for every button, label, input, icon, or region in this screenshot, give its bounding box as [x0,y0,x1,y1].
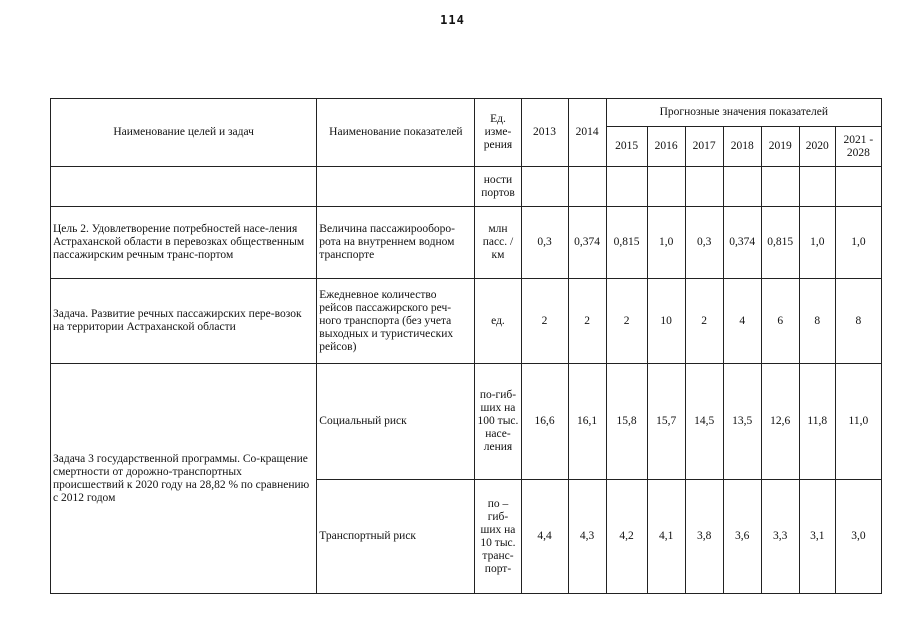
unit-cell: ед. [475,279,521,364]
unit-cell: по – гиб-ших на 10 тыс. транс-порт- [475,480,521,594]
header-year: 2017 [685,127,723,167]
value-cell: 4,3 [568,480,606,594]
value-cell: 0,815 [606,207,647,279]
header-row [51,99,882,127]
value-cell: 3,1 [799,480,835,594]
header-year: 2016 [647,127,685,167]
value-cell: 0,374 [723,207,761,279]
header-goals: Наименование целей и задач [51,99,317,167]
value-cell: 4,4 [521,480,568,594]
value-cell: 4,2 [606,480,647,594]
value-cell: 1,0 [799,207,835,279]
unit-cell: ности портов [475,167,521,207]
value-cell: 0,3 [521,207,568,279]
header-year-2013: 2013 [521,99,568,167]
indicator-cell: Ежедневное количество рейсов пассажирского реч-ного транспорта (без учета выходных и туристических рейсов) [317,279,475,364]
value-cell: 16,6 [521,364,568,480]
indicator-cell: Транспортный риск [317,480,475,594]
value-cell: 4,1 [647,480,685,594]
value-cell: 11,0 [835,364,881,480]
value-cell: 2 [568,279,606,364]
value-cell: 11,8 [799,364,835,480]
header-year: 2021 - 2028 [835,127,881,167]
header-year: 2015 [606,127,647,167]
goal-cell: Цель 2. Удовлетворение потребностей насе-ления Астраханской области в перевозках общественным пассажирским речным транс-портом [51,207,317,279]
value-cell: 3,3 [761,480,799,594]
value-cell: 1,0 [647,207,685,279]
page-number: 114 [440,13,465,27]
value-cell: 13,5 [723,364,761,480]
value-cell: 3,8 [685,480,723,594]
unit-cell: по-гиб-ших на 100 тыс. насе-ления [475,364,521,480]
header-forecast-group: Прогнозные значения показателей [606,99,881,127]
header-year: 2019 [761,127,799,167]
value-cell: 12,6 [761,364,799,480]
value-cell: 0,374 [568,207,606,279]
value-cell: 14,5 [685,364,723,480]
indicator-cell [317,167,475,207]
value-cell: 0,815 [761,207,799,279]
goal-cell [51,167,317,207]
indicators-table [50,98,882,594]
header-year: 2020 [799,127,835,167]
unit-cell: млн пасс. / км [475,207,521,279]
header-unit: Ед. изме-рения [475,99,521,167]
value-cell: 8 [799,279,835,364]
value-cell: 2 [685,279,723,364]
table-row [51,167,882,207]
table-row [51,207,882,279]
indicator-cell: Величина пассажирооборо-рота на внутреннем водном транспорте [317,207,475,279]
value-cell: 4 [723,279,761,364]
value-cell: 2 [606,279,647,364]
header-year-2014: 2014 [568,99,606,167]
goal-cell: Задача 3 государственной программы. Со-кращение смертности от дорожно-транспортных происшествий к 2020 году на 28,82 % по сравнению с 2012 годом [51,364,317,594]
value-cell: 3,0 [835,480,881,594]
table-row [51,279,882,364]
goal-cell: Задача. Развитие речных пассажирских пере-возок на территории Астраханской области [51,279,317,364]
indicator-cell: Социальный риск [317,364,475,480]
value-cell: 8 [835,279,881,364]
table-row [51,364,882,480]
value-cell: 3,6 [723,480,761,594]
value-cell: 6 [761,279,799,364]
value-cell: 0,3 [685,207,723,279]
value-cell: 16,1 [568,364,606,480]
value-cell: 1,0 [835,207,881,279]
value-cell: 15,8 [606,364,647,480]
value-cell: 2 [521,279,568,364]
header-indicators: Наименование показателей [317,99,475,167]
value-cell: 15,7 [647,364,685,480]
header-year: 2018 [723,127,761,167]
value-cell: 10 [647,279,685,364]
